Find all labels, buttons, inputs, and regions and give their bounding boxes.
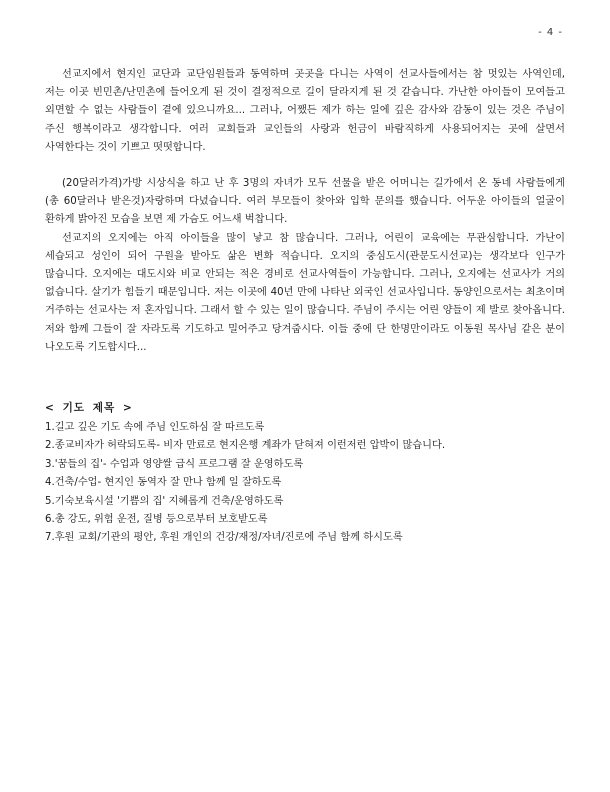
paragraph-bag-ceremony: (20달러가격)가방 시상식을 하고 난 후 3명의 자녀가 모두 선물을 받은 어머니는 길가에서 온 동네 사람들에게 (총 60달러나 받은것)자랑하며 다녔습니다. 여러 부모들이 찾아와 입학 문의를 했습니다. 어두운 아이들의 얼굴이 환하게 밝아진 모습을 보면 제 가슴도 어느새 벅찹니다. xyxy=(45,178,565,226)
letter-body xyxy=(45,66,565,357)
prayer-item: 5.기숙보육시설 '기쁨의 집' 지혜롭게 건축/운영하도록 xyxy=(45,495,284,507)
prayer-requests-section xyxy=(45,399,565,548)
page-number: - 4 - xyxy=(538,27,563,38)
paragraph-remote-areas: 선교지의 오지에는 아직 아이들을 많이 낳고 참 많습니다. 그러나, 어린이 교육에는 무관심합니다. 가난이 세습되고 성인이 되어 구원을 받아도 삶은 변화 적습니다. 오지의 중심도시(관문도시선교)는 생각보다 인구가 많습니다. 오지에는 대도시와 비교 안되는 적은 경비로 선교사역들이 가능합니다. 그러나, 오지에는 선교사가 거의 없습니다. 살기가 힘들기 때문입니다. 저는 이곳에 40년 만에 나타난 외국인 선교사입니다. 동양인으로서는 최초이며 거주하는 선교사는 저 혼자입니다. 그래서 할 수 있는 일이 많습니다. 주님이 주시는 어린 양들이 제 발로 찾아옵니다. 저와 함께 그들이 잘 자라도록 기도하고 밀어주고 당겨줍시다. 이들 중에 단 한명만이라도 이동원 목사님 같은 분이 나오도록 기도합시다... xyxy=(45,232,565,353)
prayer-requests-title: < 기도 제목 > xyxy=(45,402,133,414)
prayer-item: 7.후원 교회/기관의 평안, 후원 개인의 건강/재정/자녀/진로에 주님 함께 하시도록 xyxy=(45,532,403,544)
prayer-requests-list xyxy=(45,419,565,548)
prayer-item: 1.길고 깊은 기도 속에 주님 인도하심 잘 따르도록 xyxy=(45,422,265,433)
prayer-item: 4.건축/수업- 현지인 동역자 잘 만나 함께 일 잘하도록 xyxy=(45,477,282,489)
prayer-item: 2.종교비자가 허락되도록- 비자 만료로 현지은행 계좌가 닫혀져 이런저런 압박이 많습니다. xyxy=(45,440,446,452)
prayer-item: 3.'꿈들의 집'- 수업과 영양쌀 급식 프로그램 잘 운영하도록 xyxy=(45,458,304,470)
prayer-item: 6.총 강도, 위험 운전, 질병 등으로부터 보호받도록 xyxy=(45,514,268,526)
paragraph-ministry-reflection: 선교지에서 현지인 교단과 교단임원들과 동역하며 곳곳을 다니는 사역이 선교사들에서는 참 멋있는 사역인데, 저는 이곳 빈민촌/난민촌에 들어오게 된 것이 결정적으로 길이 달라지게 된 것 같습니다. 가난한 아이들이 모여들고 외면할 수 없는 사람들이 곁에 있으니까요... 그러나, 어쨌든 제가 하는 일에 깊은 감사와 감동이 있는 것은 주님이 주신 행복이라고 생각합니다. 여러 교회들과 교인들의 사랑과 헌금이 바람직하게 사용되어지는 곳에 살면서 사역한다는 것이 기쁘고 떳떳합니다. xyxy=(45,69,565,153)
